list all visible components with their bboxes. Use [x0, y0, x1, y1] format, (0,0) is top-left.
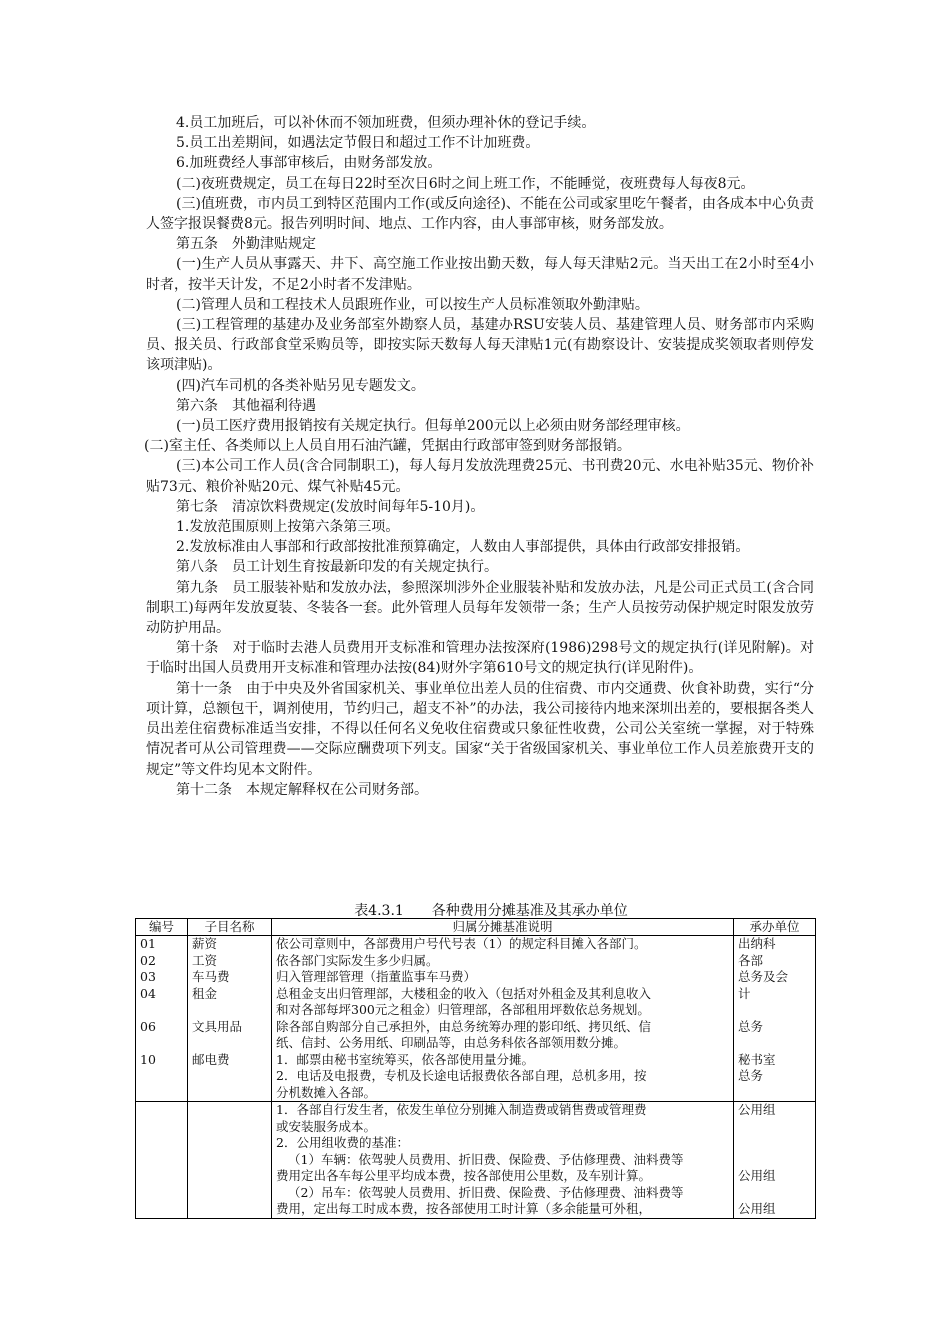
description-line: 费用定出各车每公里平均成本费，按各部使用公里数，及车别计算。 — [276, 1168, 652, 1183]
paragraph: 第十一条 由于中央及外省国家机关、事业单位出差人员的住宿费、市内交通费、伙食补助费，实行“分项计算，总额包干，调剂使用，节约归己，超支不补”的办法，我公司接待内地来深圳出差的，要根据各类人员出差住宿费标准适当安排，不得以任何名义免收住宿费或只象征性收费，公司公关室统一掌握，对于特殊情况者可从公司管理费——交际应酬费项下列支。国家“关于省级国家机关、事业单位工作人员差旅费开支的规定”等文件均见本文附件。 — [146, 680, 814, 778]
unit-value: 各部 — [738, 952, 764, 968]
paragraph: 第九条 员工服装补贴和发放办法，参照深圳涉外企业服装补贴和发放办法，凡是公司正式员工(含合同制职工)每两年发放夏装、冬装各一套。此外管理人员每年发领带一条；生产人员按劳动保护规定时限发放劳动防护用品。 — [146, 579, 814, 637]
paragraph: 2.发放标准由人事部和行政部按批准预算确定，人数由人事部提供，具体由行政部安排报销。 — [176, 539, 750, 556]
paragraph: (三)值班费，市内员工到特区范围内工作(或反向途径)、不能在公司或家里吃午餐者，由各成本中心负责人签字报误餐费8元。报告列明时间、地点、工作内容，由人事部审核，财务部发放。 — [146, 195, 814, 233]
description-cell — [272, 1102, 734, 1219]
unit-value — [738, 1002, 811, 1019]
unit-value — [738, 1085, 811, 1102]
unit-value: 出纳科 — [738, 936, 776, 951]
paragraph: (二)室主任、各类师以上人员自用石油汽罐，凭据由行政部审签到财务部报销。 — [144, 438, 631, 455]
paragraph: (三)工程管理的基建办及业务部室外勘察人员，基建办RSU安装人员、基建管理人员、财务部市内采购员、报关员、行政部食堂采购员等，即按实际天数每人每天津贴1元(有勘察设计、安装提成奖领取者则停发该项津贴)。 — [146, 317, 814, 374]
description-line: （2）吊车：依驾驶人员费用、折旧费、保险费、予估修理费、油料费等 — [288, 1184, 684, 1200]
paragraph: 第十二条 本规定解释权在公司财务部。 — [176, 781, 428, 798]
number-value — [140, 1085, 183, 1102]
unit-value: 计 — [738, 985, 751, 1001]
description-line: 1．各部自行发生者，依发生单位分别摊入制造费或销售费或管理费 — [276, 1102, 647, 1117]
table-header-row — [136, 919, 816, 936]
regulation-body — [146, 113, 814, 800]
paragraph: 第六条 其他福利待遇 — [176, 397, 316, 414]
description-line: 纸、信封、公务用纸、印刷品等，由总务科依各部领用数分摊。 — [276, 1035, 627, 1050]
unit-value: 公用组 — [738, 1102, 776, 1117]
unit-value — [738, 1035, 811, 1052]
item-name-value — [192, 1035, 267, 1052]
paragraph: 5.员工出差期间，如遇法定节假日和超过工作不计加班费。 — [176, 135, 540, 152]
paragraph: (一)员工医疗费用报销按有关规定执行。但每单200元以上必须由财务部经理审核。 — [176, 418, 690, 435]
unit-value: 总务及会 — [738, 969, 789, 984]
number-value — [140, 1035, 183, 1052]
description-line: 依各部门实际发生多少归属。 — [276, 952, 439, 968]
table-row — [136, 936, 816, 1102]
description-line: 1．邮票由秘书室统筹买，依各部使用量分摊。 — [276, 1051, 534, 1067]
unit-value — [738, 1152, 811, 1169]
paragraph: 第十条 对于临时去港人员费用开支标准和管理办法按深府(1986)298号文的规定执行(详见附解)。对于临时出国人员费用开支标准和管理办法按(84)财外字第610号文的规定执行(详见附件)。 — [146, 640, 814, 677]
description-line: 2．电话及电报费，专机及长途电话报费依各部自理，总机多用，按 — [276, 1068, 647, 1083]
unit-cell — [734, 1102, 816, 1219]
paragraph: (二)管理人员和工程技术人员跟班作业，可以按生产人员标准领取外勤津贴。 — [176, 296, 649, 313]
unit-value — [738, 1135, 811, 1152]
description-line: 分机数摊入各部。 — [276, 1084, 377, 1100]
paragraph: 1.发放范围原则上按第六条第三项。 — [176, 519, 400, 536]
description-line: 除各部自购部分自己承担外，由总务统筹办理的影印纸、拷贝纸、信 — [276, 1018, 652, 1034]
unit-value — [738, 1185, 811, 1202]
number-value: 01 — [140, 936, 156, 951]
table-title: 表4.3.1 各种费用分摊基准及其承办单位 — [354, 903, 628, 919]
unit-value: 总务 — [738, 1018, 764, 1034]
paragraph: (三)本公司工作人员(含合同制职工)，每人每月发放洗理费25元、书刊费20元、水电补贴35元、物价补贴73元、粮价补贴20元、煤气补贴45元。 — [146, 458, 814, 495]
number-value: 02 — [140, 952, 156, 968]
item-name-value — [192, 1002, 267, 1019]
description-line: 或安装服务成本。 — [276, 1118, 377, 1134]
description-line: 费用，定出每工时成本费，按各部使用工时计算（多余能量可外租， — [276, 1201, 652, 1216]
description-line: 2．公用组收费的基准： — [276, 1135, 409, 1150]
paragraph: (一)生产人员从事露天、井下、高空施工作业按出勤天数，每人每天津贴2元。当天出工在2小时至4小时者，按半天计发，不足2小时者不发津贴。 — [146, 256, 814, 293]
table-row — [136, 1102, 816, 1219]
item-name-value: 租金 — [192, 985, 218, 1001]
paragraph: 第五条 外勤津贴规定 — [176, 236, 316, 253]
item-name-value: 工资 — [192, 952, 218, 968]
item-name-value: 邮电费 — [192, 1051, 230, 1067]
item-name-value — [192, 1085, 267, 1102]
header-unit: 承办单位 — [734, 919, 816, 936]
unit-cell — [734, 936, 816, 1102]
unit-value: 秘书室 — [738, 1051, 776, 1067]
number-value: 03 — [140, 969, 156, 984]
item-name-value — [192, 1068, 267, 1085]
paragraph: (二)夜班费规定，员工在每日22时至次日6时之间上班工作，不能睡觉，夜班费每人每夜8元。 — [176, 175, 755, 192]
paragraph: 第八条 员工计划生育按最新印发的有关规定执行。 — [176, 559, 498, 576]
description-line: 总租金支出归管理部，大楼租金的收入（包括对外租金及其利息收入 — [276, 985, 652, 1001]
item-name-value: 文具用品 — [192, 1018, 243, 1034]
number-cell — [136, 936, 188, 1102]
fee-allocation-table — [135, 918, 816, 1219]
description-line: 和对各部每坪300元之租金）归管理部，各部租用坪数依总务规划。 — [276, 1002, 650, 1017]
number-value — [140, 1002, 183, 1019]
item-name-cell — [188, 1102, 272, 1219]
description-line: 归入管理部管理（指董监事车马费） — [276, 969, 477, 984]
unit-value — [738, 1119, 811, 1136]
unit-value: 公用组 — [738, 1201, 776, 1216]
header-item-name: 子目名称 — [188, 919, 272, 936]
number-value: 04 — [140, 985, 156, 1001]
unit-value: 公用组 — [738, 1168, 776, 1183]
number-value: 10 — [140, 1051, 156, 1067]
paragraph: 6.加班费经人事部审核后，由财务部发放。 — [176, 155, 442, 172]
item-name-value: 薪资 — [192, 936, 218, 951]
header-number: 编号 — [136, 919, 188, 936]
item-name-cell — [188, 936, 272, 1102]
number-value: 06 — [140, 1018, 156, 1034]
description-line: 依公司章则中，各部费用户号代号表（1）的规定科目摊入各部门。 — [276, 936, 647, 951]
item-name-value: 车马费 — [192, 969, 230, 984]
paragraph: 4.员工加班后，可以补休而不领加班费，但须办理补休的登记手续。 — [176, 115, 596, 131]
description-line: （1）车辆：依驾驶人员费用、折旧费、保险费、予估修理费、油料费等 — [288, 1151, 684, 1167]
header-description: 归属分摊基准说明 — [272, 919, 734, 936]
description-cell — [272, 936, 734, 1102]
paragraph: 第七条 清凉饮料费规定(发放时间每年5-10月)。 — [176, 498, 485, 515]
number-cell — [136, 1102, 188, 1219]
unit-value: 总务 — [738, 1068, 764, 1083]
number-value — [140, 1068, 183, 1085]
paragraph: (四)汽车司机的各类补贴另见专题发文。 — [176, 377, 425, 394]
